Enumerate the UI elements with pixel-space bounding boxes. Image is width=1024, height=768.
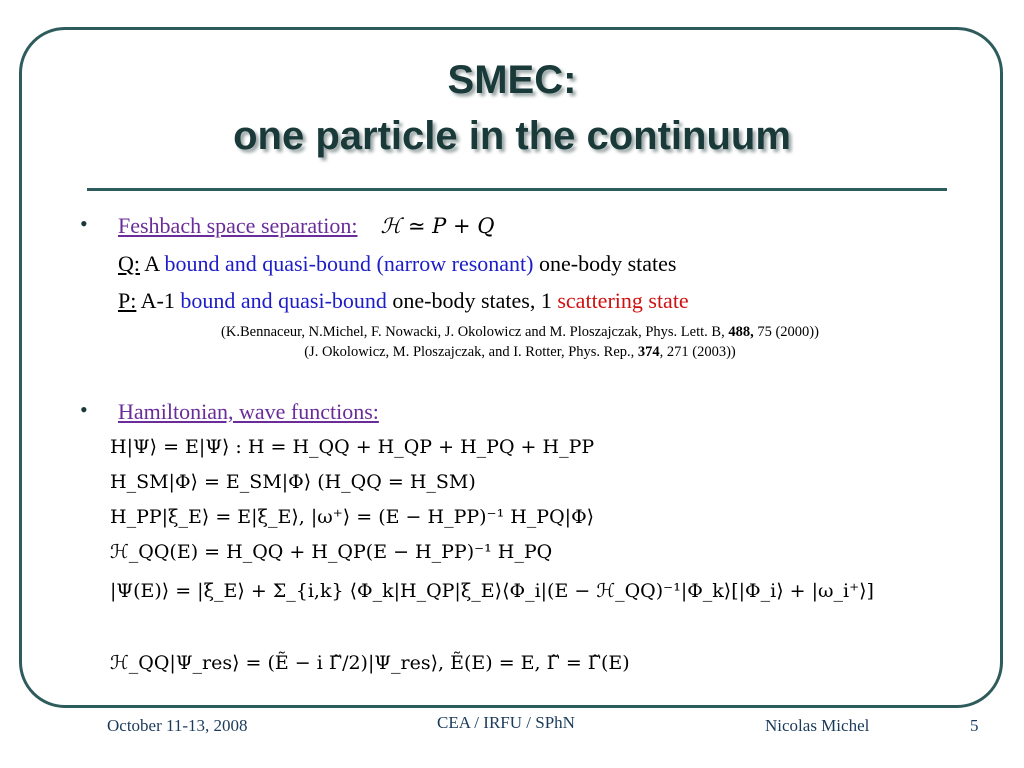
reference-2 (0, 344, 1024, 361)
reference-1-volume: 488, (728, 324, 754, 340)
q-space-line (118, 251, 676, 277)
equation-2: H_SM|Φ⟩ = E_SM|Φ⟩ (H_QQ = H_SM) (110, 471, 476, 493)
reference-2-text: (J. Okolowicz, M. Ploszajczak, and I. Rotter, Phys. Rep., (304, 344, 638, 360)
p-red-text: scattering state (557, 288, 689, 313)
p-prefix: A-1 (136, 288, 181, 313)
p-blue-text: bound and quasi-bound (180, 288, 387, 313)
q-label: Q: (118, 251, 140, 276)
reference-2-pages: , 271 (2003)) (659, 344, 736, 360)
bullet-icon: • (80, 211, 88, 236)
equation-4: ℋ_QQ(E) = H_QQ + H_QP(E − H_PP)⁻¹ H_PQ (110, 541, 553, 563)
hamiltonian-row (118, 399, 379, 425)
bullet-icon: • (80, 397, 88, 422)
slide-title-line1: SMEC: (447, 58, 577, 102)
equation-6: ℋ_QQ|Ψ_res⟩ = (Ẽ − i Γ̃/2)|Ψ_res⟩, Ẽ(E) = E, Γ̃ = Γ̃(E) (110, 652, 630, 674)
reference-1 (0, 324, 1024, 341)
p-label: P: (118, 288, 137, 313)
q-blue-text: bound and quasi-bound (narrow resonant) (164, 251, 534, 276)
hamiltonian-heading: Hamiltonian, wave functions: (118, 399, 379, 424)
slide-title-line2: one particle in the continuum (233, 114, 791, 158)
title-divider (87, 188, 947, 191)
p-space-line (118, 288, 689, 314)
equation-3: H_PP|ξ_E⟩ = E|ξ_E⟩, |ω⁺⟩ = (E − H_PP)⁻¹ H_PQ|Φ⟩ (110, 506, 595, 528)
p-middle: one-body states, 1 (386, 288, 558, 313)
reference-2-volume: 374 (637, 344, 660, 360)
q-prefix: A (140, 251, 165, 276)
feshbach-formula: ℋ ≃ P + Q (380, 214, 495, 238)
equation-5: |Ψ(E)⟩ = |ξ_E⟩ + Σ_{i,k} ⟨Φ_k|H_QP|ξ_E⟩⟨Φ_i|(E − ℋ_QQ)⁻¹|Φ_k⟩[|Φ_i⟩ + |ω_i⁺⟩] (110, 580, 874, 602)
footer-date: October 11-13, 2008 (107, 716, 248, 735)
feshbach-row (118, 213, 494, 239)
footer-institute: CEA / IRFU / SPhN (437, 713, 575, 732)
page-number: 5 (970, 716, 979, 735)
q-suffix: one-body states (533, 251, 677, 276)
equation-1: H|Ψ⟩ = E|Ψ⟩ : H = H_QQ + H_QP + H_PQ + H_PP (110, 436, 595, 458)
reference-1-pages: 75 (2000)) (753, 324, 819, 340)
feshbach-heading: Feshbach space separation: (118, 213, 358, 238)
reference-1-text: (K.Bennaceur, N.Michel, F. Nowacki, J. Okolowicz and M. Ploszajczak, Phys. Lett. B, (221, 324, 729, 340)
footer-author: Nicolas Michel (765, 716, 870, 735)
